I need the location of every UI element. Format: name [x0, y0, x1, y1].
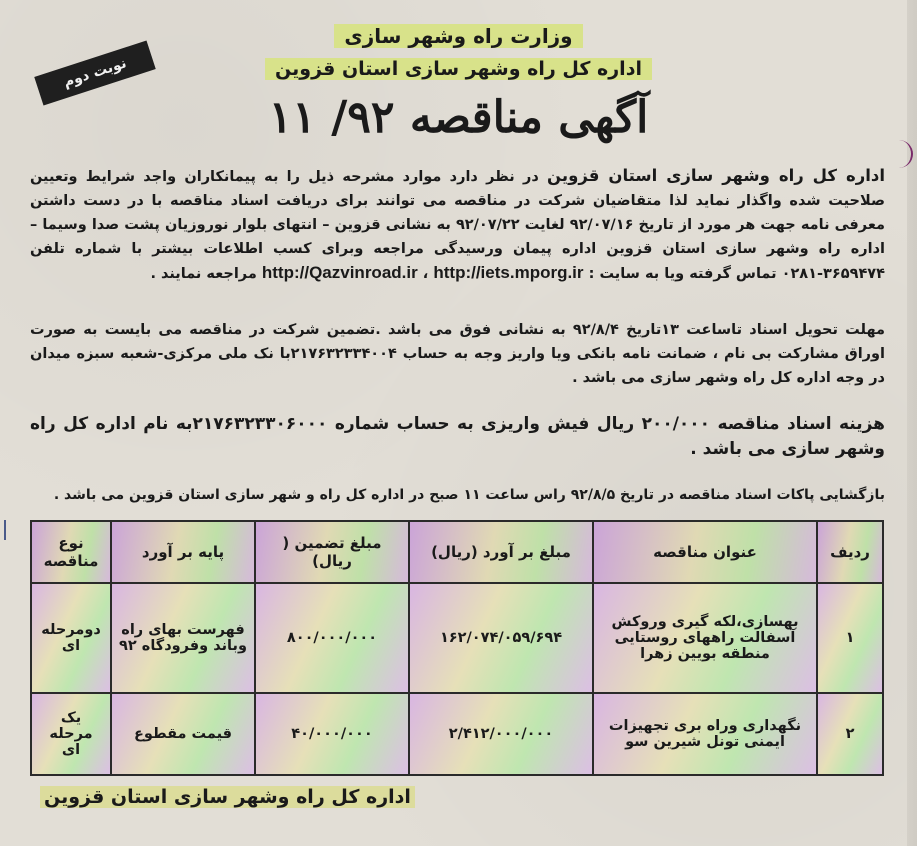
- col-guarantee: مبلغ تضمین ( ریال): [255, 521, 409, 583]
- office-heading: اداره کل راه وشهر سازی استان قزوین: [0, 58, 917, 80]
- col-type: نوع مناقصه: [31, 521, 111, 583]
- table-row: [31, 693, 883, 775]
- col-index: ردیف: [817, 521, 883, 583]
- intro-end: مراجعه نمایند .: [150, 266, 257, 282]
- paragraph-deadline-guarantee: مهلت تحویل اسناد تاساعت ۱۳تاریخ ۹۲/۸/۴ به نشانی فوق می باشد .تضمین شرکت در مناقصه می بایست به صورت اوراق مشارکت بی نام ، ضمانت نامه بانکی ویا واریز وجه به حساب ۲۱۷۶۳۲۳۳۴۰۰۴با نک ملی مرکزی-شعبه سبزه میدان در وجه اداره کل راه وشهر سازی می باشد .: [30, 322, 886, 386]
- second-notice-stamp: نوبت دوم: [34, 41, 155, 106]
- footer-signature: اداره کل راه وشهر سازی استان قزوین: [40, 786, 415, 808]
- table-row: [31, 583, 883, 693]
- tender-table: [30, 520, 884, 776]
- row-index: ۲: [817, 693, 883, 775]
- website-link-mporg[interactable]: http://iets.mporg.ir: [433, 263, 584, 282]
- paragraph-document-fee: هزینه اسناد مناقصه ۲۰۰/۰۰۰ ریال فیش واریزی به حساب شماره ۲۱۷۶۳۲۳۳۰۶۰۰۰به نام اداره کل راه وشهر سازی می باشد .: [30, 414, 885, 459]
- table-header-row: [31, 521, 883, 583]
- row-type: دومرحله ای: [31, 583, 111, 693]
- col-estimate: مبلغ بر آورد (ریال): [409, 521, 593, 583]
- row-estimate: ۱۶۲/۰۷۴/۰۵۹/۶۹۴: [409, 583, 593, 693]
- url-separator: ،: [422, 266, 429, 282]
- col-basis: پایه بر آورد: [111, 521, 255, 583]
- ink-smudge: [4, 520, 12, 540]
- col-title: عنوان مناقصه: [593, 521, 817, 583]
- row-estimate: ۲/۴۱۲/۰۰۰/۰۰۰: [409, 693, 593, 775]
- intro-lead: اداره کل راه وشهر سازی استان قزوین: [547, 166, 885, 185]
- row-type: یک مرحله ای: [31, 693, 111, 775]
- website-link-qazvinroad[interactable]: http://Qazvinroad.ir: [261, 263, 418, 282]
- ministry-heading: وزارت راه وشهر سازی: [0, 24, 917, 48]
- paragraph-opening-date: بازگشایی پاکات اسناد مناقصه در تاریخ ۹۲/۸/۵ راس ساعت ۱۱ صبح در اداره کل راه و شهر سازی استان قزوین می باشد .: [53, 487, 885, 503]
- row-title: نگهداری وراه بری تجهیزات ایمنی تونل شیرین سو: [593, 693, 817, 775]
- intro-text: در نظر دارد موارد مشرحه ذیل را به پیمانکاران واجد شرایط وتعیین صلاحیت شده واگذار نماید لذا متقاضیان شرکت در مناقصه می توانند برای دریافت اسناد مناقصه با در دست داشتن معرفی نامه جهت هر مورد از تاریخ ۹۲/۰۷/۱۶ لغایت ۹۲/۰۷/۲۲ به نشانی قزوین – انتهای بلوار نوروزیان پشت صدا وسیما – اداره راه وشهر سازی استان قزوین اداره پیمان ورسیدگی مراجعه وبرای کسب اطلاعات بیشتر با شماره تلفن ۳۶۵۹۴۷۴-۰۲۸۱ تماس گرفته ویا به سایت :: [30, 169, 885, 282]
- notice-title: آگهی مناقصه ۹۲/ ۱۱: [268, 92, 649, 143]
- row-basis: فهرست بهای راه وباند وفرودگاه ۹۲: [111, 583, 255, 693]
- row-title: بهسازی،لکه گیری وروکش آسفالت راههای روستایی منطقه بویین زهرا: [593, 583, 817, 693]
- row-index: ۱: [817, 583, 883, 693]
- row-basis: قیمت مقطوع: [111, 693, 255, 775]
- row-guarantee: ۴۰/۰۰۰/۰۰۰: [255, 693, 409, 775]
- row-guarantee: ۸۰۰/۰۰۰/۰۰۰: [255, 583, 409, 693]
- paragraph-intro: [30, 164, 885, 286]
